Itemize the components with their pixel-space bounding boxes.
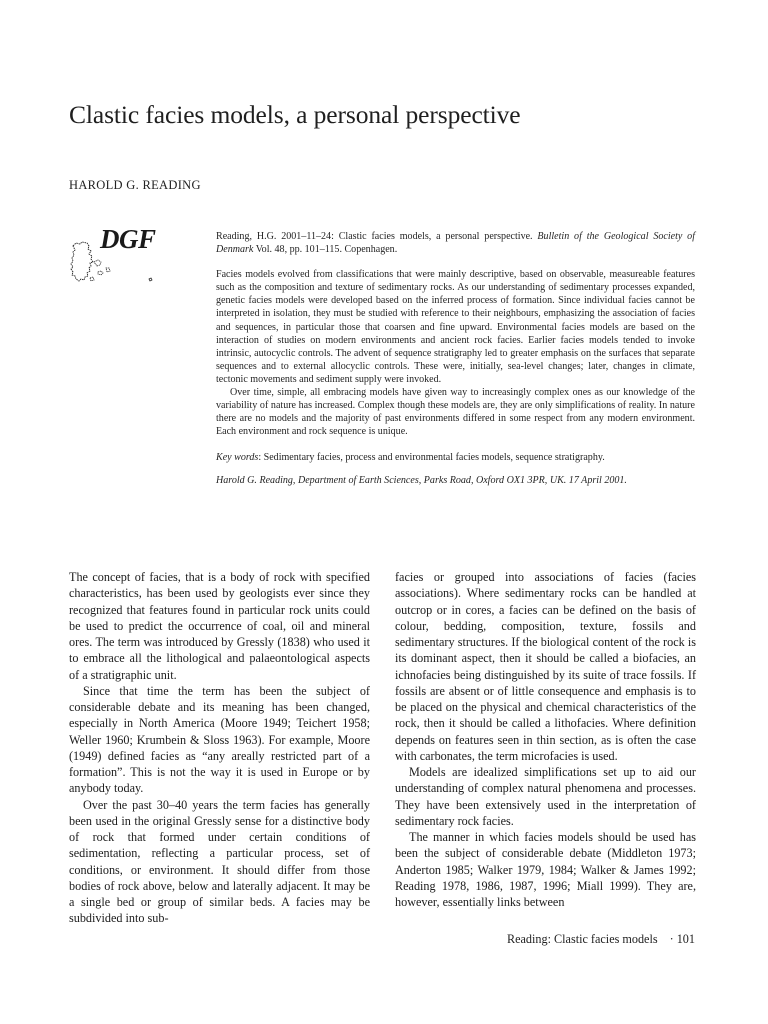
keywords-label: Key words bbox=[216, 452, 259, 464]
body-paragraph: Since that time the term has been the subject of considerable debate and its meaning has been changed, especially in North America (Moore 1949; Teichert 1958; Weller 1960; Krumbein & Sloss 1963). For example, Moore (1949) defined facies as “any areally restricted part of a formation”. This is not the way it is used in Europe or by anybody today. bbox=[69, 683, 370, 796]
running-head: Reading: Clastic facies models bbox=[506, 932, 658, 946]
page-number: · 101 bbox=[669, 932, 695, 946]
body-paragraph: The concept of facies, that is a body of rock with specified characteristics, has been used by geologists ever since they recognized that features found in particular rock units could be used to predict the occurrence of coal, oil and mineral ores. The term was introduced by Gressly (1838) who used it to embrace all the lithological and palaeontological aspects of a stratigraphic unit. bbox=[69, 570, 370, 682]
body-column-right bbox=[395, 569, 696, 910]
citation-journal: Bulletin of the Geological Society of Denmark bbox=[216, 231, 695, 256]
body-paragraph: Over the past 30–40 years the term facies has generally been used in the original Gressly sense for a distinctive body of rock that formed under certain conditions of sedimentation, reflecting a particular process, set of conditions, or environment. It should differ from those bodies of rock above, below and laterally adjacent. It may be a single bed or group of similar beds. A facies may be subdivided into sub- bbox=[69, 797, 370, 926]
article-title: Clastic facies models, a personal perspective bbox=[69, 100, 521, 129]
dgf-logo-text: DGF bbox=[100, 224, 156, 254]
author-address: Harold G. Reading, Department of Earth Sciences, Parks Road, Oxford OX1 3PR, UK. 17 April 2001. bbox=[216, 474, 627, 486]
keywords bbox=[216, 451, 695, 464]
body-column-left bbox=[69, 569, 370, 927]
citation-volume: Vol. 48, pp. 101–115. Copenhagen. bbox=[253, 244, 398, 256]
keywords-text: : Sedimentary facies, process and environmental facies models, sequence stratigraphy. bbox=[258, 452, 605, 464]
abstract-paragraph-1: Facies models evolved from classifications that were mainly descriptive, based on observable, measureable features such as the composition and texture of sedimentary rocks. As our understanding of sedimentary processes expanded, genetic facies models were developed based on the inferred process of formation. Since individual facies cannot be interpreted in isolation, they must be studied with reference to their neighbours, emphasizing the association of facies and sequences, in particular those that coarsen and fine upward. Environmental facies models are based on the interaction of studies on modern environments and ancient rock facies. Earlier facies models tended to invoke intrinsic, autocyclic controls. The advent of sequence stratigraphy led to greater emphasis on the surfaces that separate sequences and to external allocyclic controls. These were, initially, sea-level changes; later, changes in climate, tectonic movements and sediment supply were invoked. bbox=[216, 269, 695, 385]
body-paragraph: facies or grouped into associations of facies (facies associations). Where sedimentary rocks can be handled at outcrop or in cores, a facies can be defined on the basis of colour, bedding, composition, texture, fossils and sedimentary structures. If the biological content of the rock is its dominant aspect, then it should be called a biofacies, an ichnofacies being distinguished by its suite of trace fossils. If fossils are absent or of little consequence and emphasis is to be placed on the physical and chemical characteristics of the rock, then it should be called a lithofacies. Where definition depends on features seen in thin section, as is often the case with carbonates, the term microfacies is used. bbox=[395, 570, 696, 763]
abstract-paragraph-2: Over time, simple, all embracing models have given way to increasingly complex ones as our knowledge of the variability of nature has increased. Complex though these models are, they are only simplifications of reality. In nature there are no models and the majority of past environments differed in some respect from any modern environment. Each environment and rock sequence is unique. bbox=[216, 387, 695, 438]
author-name: HAROLD G. READING bbox=[69, 178, 201, 192]
citation-text: Reading, H.G. 2001–11–24: Clastic facies models, a personal perspective. bbox=[216, 231, 538, 242]
abstract-block bbox=[216, 230, 695, 487]
citation bbox=[216, 230, 695, 256]
body-paragraph: Models are idealized simplifications set up to aid our understanding of complex natural phenomena and processes. They have been extensively used in the interpretation of sedimentary rock facies. bbox=[395, 765, 696, 828]
body-paragraph: The manner in which facies models should be used has been the subject of considerable debate (Middleton 1973; Anderton 1985; Walker 1979, 1984; Walker & James 1992; Reading 1978, 1986, 1987, 1996; Miall 1999). They are, however, essentially links between bbox=[395, 830, 696, 909]
page-footer bbox=[507, 932, 695, 947]
